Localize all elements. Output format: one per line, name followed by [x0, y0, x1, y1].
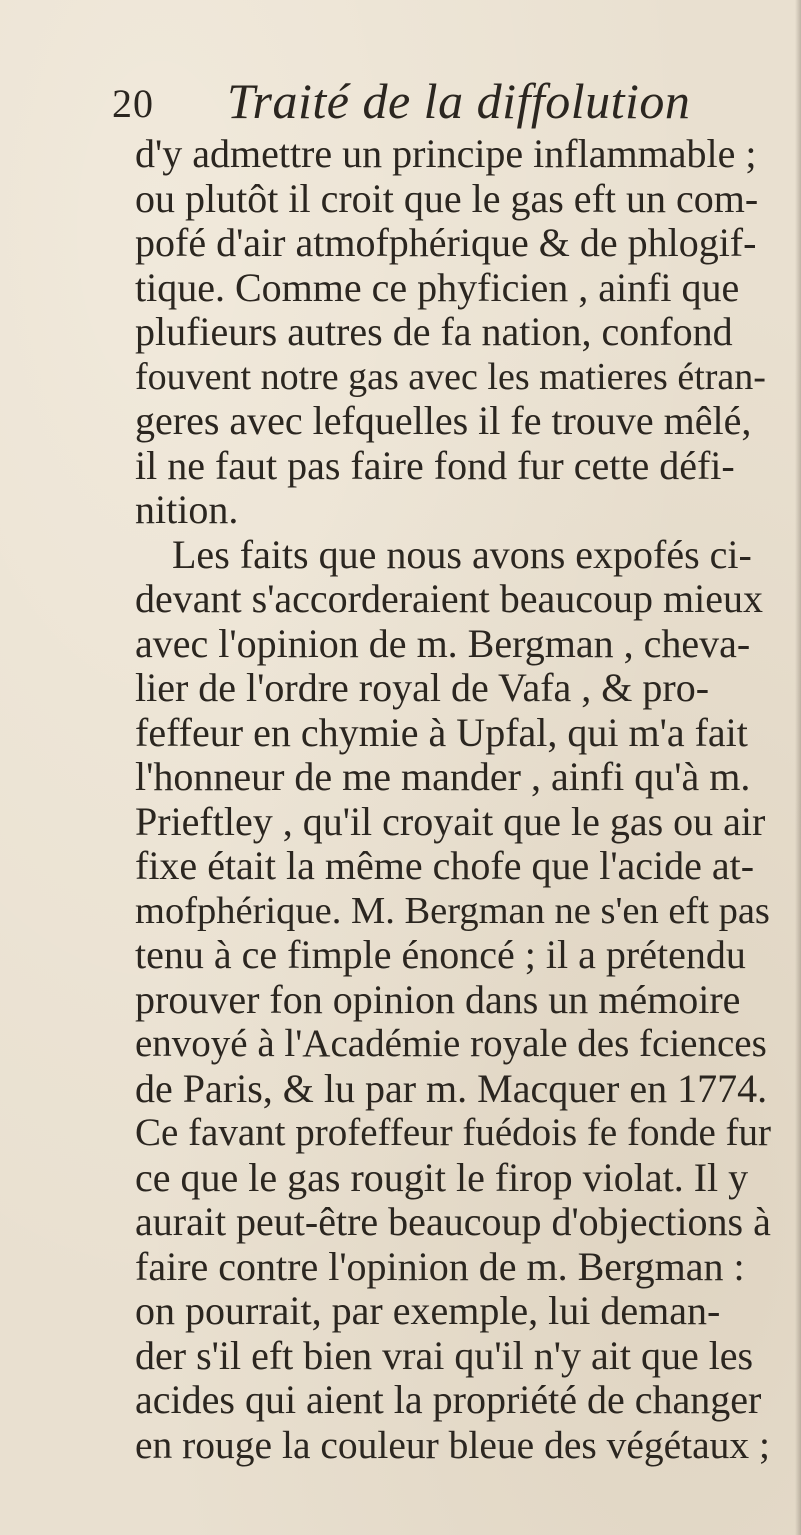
text-line: mofphérique. M. Bergman ne s'en eft pas	[135, 890, 770, 932]
text-line: fixe était la même chofe que l'acide at-	[135, 843, 755, 888]
text-line: tique. Comme ce phyficien , ainfi que	[135, 265, 740, 310]
page-edge-shadow	[795, 0, 801, 1535]
text-line: ce que le gas rougit le firop violat. Il y	[135, 1155, 749, 1200]
text-line: l'honneur de me mander , ainfi qu'à m.	[135, 754, 751, 799]
text-line: pofé d'air atmofphérique & de phlogif-	[135, 220, 757, 265]
text-line: geres avec lefquelles il fe trouve mêlé,	[135, 398, 752, 443]
text-line: aurait peut-être beaucoup d'objections à	[135, 1199, 771, 1244]
text-line: Ce favant profeffeur fuédois fe fonde fur	[135, 1111, 771, 1154]
text-line: Prieftley , qu'il croyait que le gas ou air	[135, 799, 766, 844]
text-line: feffeur en chymie à Upfal, qui m'a fait	[135, 710, 748, 755]
text-line: devant s'accorderaient beaucoup mieux	[135, 576, 764, 621]
text-line: der s'il eft bien vrai qu'il n'y ait que les	[135, 1333, 754, 1378]
text-line: plufieurs autres de fa nation, confond	[135, 309, 733, 354]
text-line: on pourrait, par exemple, lui deman-	[135, 1288, 721, 1333]
text-line: de Paris, & lu par m. Macquer en 1774.	[135, 1066, 768, 1111]
text-line: avec l'opinion de m. Bergman , cheva-	[135, 621, 751, 666]
text-line: faire contre l'opinion de m. Bergman :	[135, 1244, 745, 1289]
text-line: fouvent notre gas avec les matieres étran-	[135, 356, 766, 398]
text-line: ou plutôt il croit que le gas eft un com-	[135, 176, 759, 221]
text-line: en rouge la couleur bleue des végétaux ;	[135, 1423, 771, 1467]
text-line: tenu à ce fimple énoncé ; il a prétendu	[135, 932, 746, 977]
text-line: Les faits que nous avons expofés ci-	[172, 532, 752, 577]
page-number: 20	[112, 81, 154, 126]
text-line: acides qui aient la propriété de changer	[135, 1377, 762, 1422]
page-header	[112, 72, 732, 132]
text-line: prouver fon opinion dans un mémoire	[135, 977, 741, 1022]
running-title: Traité de la diffolution	[227, 73, 691, 129]
text-line: envoyé à l'Académie royale des fciences	[135, 1022, 767, 1065]
text-line: nition.	[135, 487, 239, 532]
text-line: il ne faut pas faire fond fur cette défi-	[135, 443, 735, 488]
text-line: d'y admettre un principe inflammable ;	[135, 131, 757, 176]
text-line: lier de l'ordre royal de Vafa , & pro-	[135, 665, 710, 710]
